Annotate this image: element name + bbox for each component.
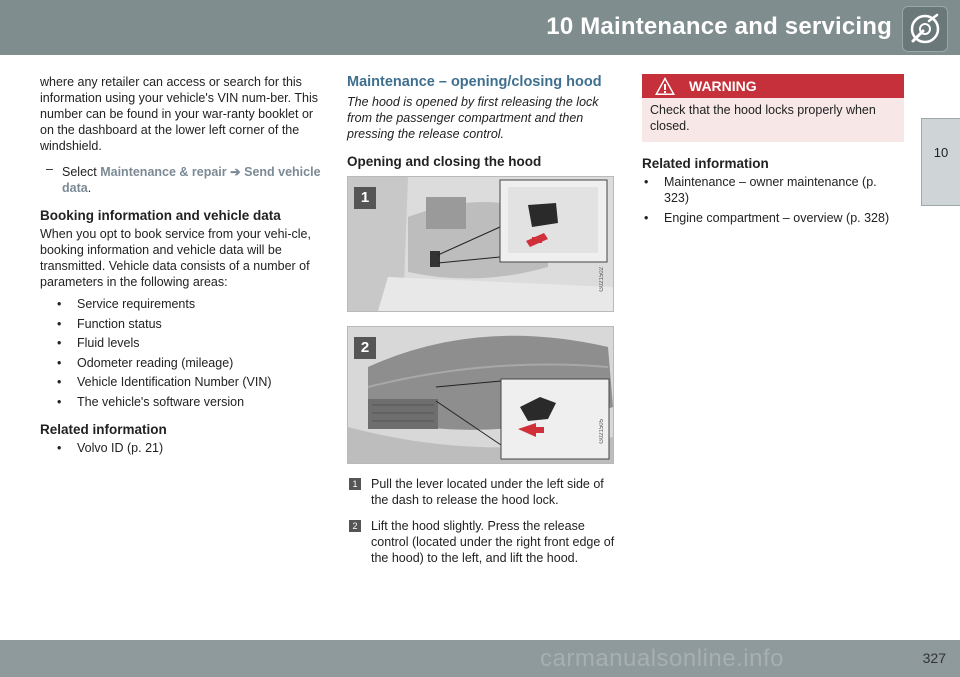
step-number-badge: 1 [349, 478, 361, 490]
dashboard-illustration [348, 177, 613, 311]
warning-header [642, 74, 904, 98]
parameter-list [40, 296, 322, 410]
figure-label-1: 1 [354, 187, 376, 209]
figure-hood-release [347, 326, 614, 464]
warning-title: WARNING [689, 78, 757, 94]
page-header [0, 0, 960, 55]
related-list [40, 440, 322, 456]
warning-box [642, 74, 904, 142]
related-link-engine-compartment[interactable]: • Engine compartment – overview (p. 328) [644, 211, 890, 225]
left-column [40, 74, 322, 459]
select-prefix: Select [62, 165, 101, 179]
menu-instruction [46, 162, 322, 196]
related-list [642, 174, 904, 226]
section-intro: The hood is opened by first releasing the lock from the passenger compartment and then pressing the release control. [347, 95, 599, 141]
step-list [347, 476, 615, 566]
section-title: Maintenance – opening/closing hood [347, 74, 602, 90]
step-number-badge: 2 [349, 520, 361, 532]
related-link-owner-maintenance[interactable]: • Maintenance – owner maintenance (p. 323) [644, 175, 877, 205]
right-column [642, 74, 904, 230]
list-item: • Service requirements [57, 297, 196, 311]
step-text: Pull the lever located under the left side of the dash to release the hood lock. [371, 477, 604, 507]
hood-subheading: Opening and closing the hood [347, 154, 542, 169]
middle-column [347, 74, 615, 576]
intro-paragraph: where any retailer can access or search for this information using your vehicle's VIN num-ber. This number can be found in your war-ranty booklet or on the dashboard at the lower left corner of the windshield. [40, 75, 318, 153]
watermark: carmanualsonline.info [540, 645, 784, 672]
select-suffix: . [87, 181, 92, 195]
step-text: Lift the hood slightly. Press the release control (located under the right front edge of the hood) to the left, and lift the hood. [371, 519, 615, 565]
figure-hood-lever [347, 176, 614, 312]
related-link-volvo-id[interactable]: • Volvo ID (p. 21) [57, 440, 164, 455]
list-item: • Vehicle Identification Number (VIN) [57, 375, 272, 389]
dash-marker: – [46, 162, 53, 176]
chapter-tab[interactable] [921, 118, 960, 206]
list-item: • Fluid levels [57, 336, 140, 350]
list-item: • The vehicle's software version [57, 394, 245, 409]
page-number: 327 [922, 650, 946, 666]
related-heading: Related information [642, 156, 769, 171]
step-item [347, 518, 615, 566]
wrench-gear-icon [902, 6, 948, 52]
menu-item-send-data: Send vehicle data [62, 165, 321, 195]
warning-text: Check that the hood locks properly when closed. [650, 103, 876, 133]
figure-code-1: G021502 [599, 267, 605, 292]
arrow-right-icon: ➔ [230, 165, 241, 179]
warning-triangle-icon [654, 76, 676, 96]
page-footer [0, 640, 960, 677]
chapter-title: 10 Maintenance and servicing [546, 13, 892, 40]
menu-item-maintenance: Maintenance & repair [100, 165, 227, 179]
list-item: • Odometer reading (mileage) [57, 355, 234, 370]
figure-code-2: G021505 [599, 419, 605, 444]
list-item: • Function status [57, 316, 162, 331]
booking-heading: Booking information and vehicle data [40, 208, 281, 223]
figure-label-2: 2 [354, 337, 376, 359]
hood-illustration [348, 327, 613, 463]
chapter-number: 10 [933, 145, 949, 160]
step-item [347, 476, 615, 508]
booking-paragraph: When you opt to book service from your vehi-cle, booking information and vehicle data will be transmitted. Vehicle data consists of a number of parameters in the following areas: [40, 227, 311, 289]
related-heading: Related information [40, 421, 167, 437]
